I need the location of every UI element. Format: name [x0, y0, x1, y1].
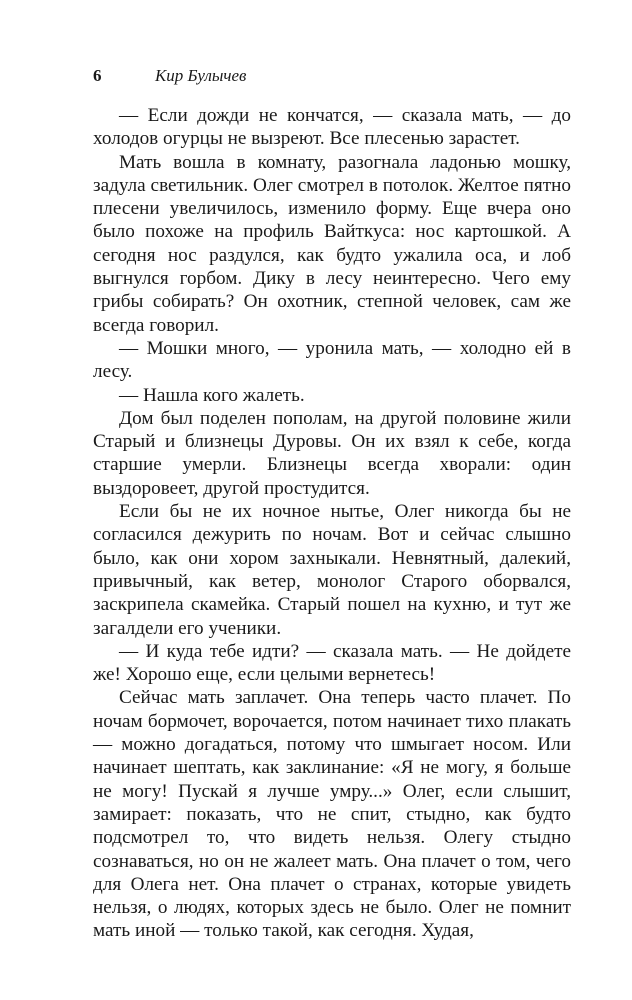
paragraph: Если бы не их ночное нытье, Олег никогда бы не согласился дежурить по ночам. Вот и сейчас слышно было, как они хором захныкали. Невнятный, далекий, привычный, как ветер, монолог Старого оборвался, заскрипела скамейка. Старый пошел на кухню, и тут же загалдели его ученики. [93, 501, 571, 639]
page-number: 6 [93, 66, 102, 85]
paragraph: Сейчас мать заплачет. Она теперь часто плачет. По ночам бормочет, ворочается, потом начинает тихо плакать — можно догадаться, потому что шмыгает носом. Или начинает шептать, как заклинание: «Я не могу, я больше не могу! Пускай я лучше умру...» Олег, если слышит, замирает: показать, что не спит, стыдно, как будто подсмотрел то, что видеть нельзя. Олегу стыдно сознаваться, но он не жалеет мать. Она плачет о том, чего для Олега нет. Она плачет о странах, которые увидеть нельзя, о людях, которых здесь не было. Олег не помнит мать иной — только такой, как сегодня. Худая, [93, 687, 571, 942]
paragraph: Дом был поделен пополам, на другой половине жили Старый и близнецы Дуровы. Он их взял к себе, когда старшие умерли. Близнецы всегда хворали: один выздоровеет, другой простудится. [93, 407, 571, 499]
paragraph: Мать вошла в комнату, разогнала ладонью мошку, задула светильник. Олег смотрел в потолок. Желтое пятно плесени увеличилось, изменило форму. Еще вчера оно было похоже на профиль Вайткуса: нос картошкой. А сегодня нос раздулся, как будто ужалила оса, и лоб выгнулся горбом. Дику в лесу неинтересно. Чего ему грибы собирать? Он охотник, степной человек, сам же всегда говорил. [93, 151, 571, 336]
paragraph: — Мошки много, — уронила мать, — холодно ей в лесу. [93, 337, 571, 383]
running-head-author: Кир Булычев [155, 66, 247, 85]
page-header [93, 66, 571, 94]
book-page [93, 66, 571, 943]
body-text [93, 104, 571, 943]
paragraph: — И куда тебе идти? — сказала мать. — Не дойдете же! Хорошо еще, если целыми вернетесь! [93, 640, 571, 686]
paragraph: — Нашла кого жалеть. [119, 384, 305, 406]
paragraph: — Если дожди не кончатся, — сказала мать, — до холодов огурцы не вызреют. Все плесенью зарастет. [93, 105, 571, 150]
